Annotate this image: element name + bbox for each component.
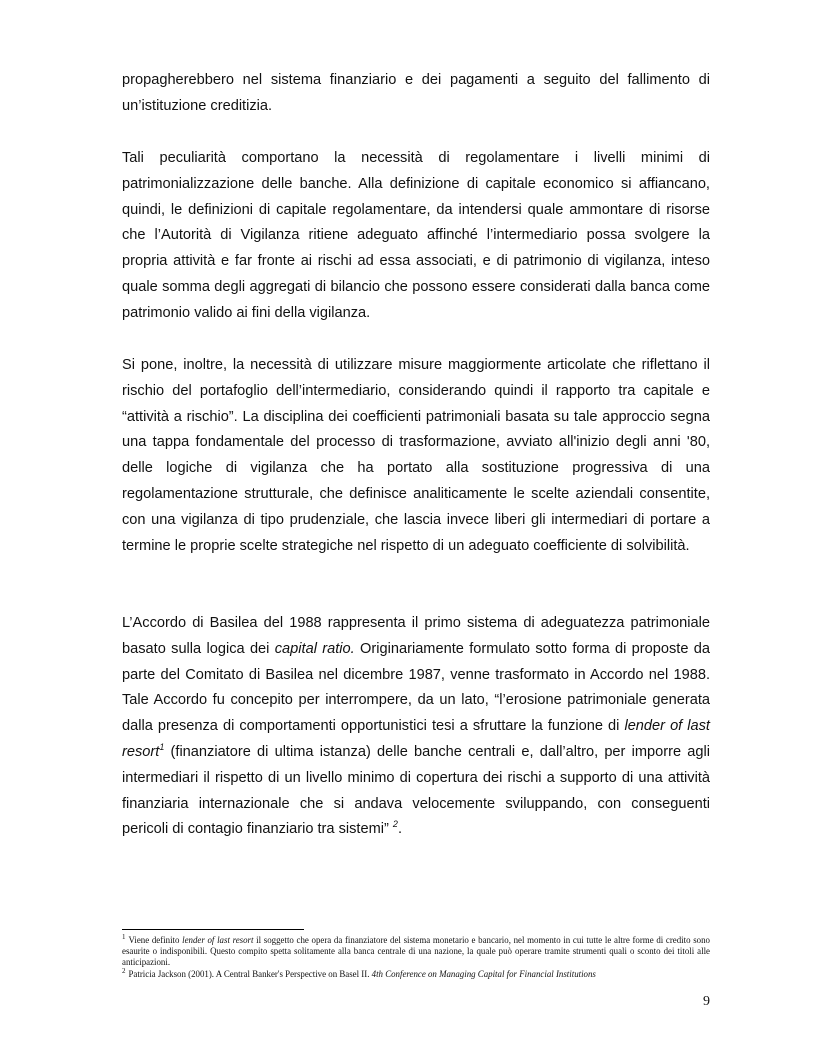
paragraph-4-text-a: L’Accordo di Basilea del 1988 rappresenta il primo sistema di adeguatezza patrimoniale basato sulla logica dei <box>122 615 710 657</box>
paragraph-4-text-c: (finanziatore di ultima istanza) delle banche centrali e, dall’altro, per imporre agli intermediari il rispetto di un livello minimo di copertura dei rischi a supporto di una attività finanziaria internazionale che si andava velocemente sviluppando, con conseguenti pericoli di contagio finanziario tra sistemi” <box>122 743 710 838</box>
lender-of-last-resort-term: lender of last resort <box>122 718 710 760</box>
footnote-2 <box>122 969 710 980</box>
footnotes <box>122 935 710 981</box>
footnote-2-text-a: Patricia Jackson (2001). A Central Banker's Perspective on Basel II. <box>128 969 372 979</box>
capital-ratio-term: capital ratio. <box>274 640 355 657</box>
paragraph-3: Si pone, inoltre, la necessità di utilizzare misure maggiormente articolate che riflettano il rischio del portafoglio dell’intermediario, considerando quindi il rapporto tra capitale e “attività a rischio”. La disciplina dei coefficienti patrimoniali basata su tale approccio segna una tappa fondamentale del processo di trasformazione, avviato all'inizio degli anni '80, delle logiche di vigilanza che ha portato alla sostituzione progressiva di una regolamentazione strutturale, che definisce analiticamente le scelte aziendali consentite, con una vigilanza di tipo prudenziale, che lascia invece liberi gli intermediari di portare a termine le proprie scelte strategiche nel rispetto di un adeguato coefficiente di solvibilità. <box>122 357 710 554</box>
footnote-1 <box>122 935 710 968</box>
footnote-2-conference: 4th Conference on Managing Capital for Financial Institutions <box>371 969 596 979</box>
footnote-ref-2[interactable]: 2 <box>392 819 398 830</box>
footnote-1-text-a: Viene definito <box>128 935 183 945</box>
footnote-1-term: lender of last resort <box>182 935 254 945</box>
footnote-ref-1[interactable]: 1 <box>159 742 165 753</box>
footnote-1-text-b: il soggetto che opera da finanziatore del sistema monetario e bancario, nel momento in cui tutte le altre forme di credito sono esaurite o indisponibili. Questo compito spetta solitamente alla banca centrale di una nazione, la quale può operare tramite strumenti quali o sconto dei titoli alle anticipazioni. <box>122 935 710 967</box>
paragraph-4-text-b: Originariamente formulato sotto forma di proposte da parte del Comitato di Basilea nel dicembre 1987, venne trasformato in Accordo nel 1988. Tale Accordo fu concepito per interrompere, da un lato, “l’erosione patrimoniale generata dalla presenza di comportamenti opportunistici tesi a sfruttare la funzione di <box>122 640 710 735</box>
paragraph-4 <box>122 611 710 843</box>
footnote-1-mark: 1 <box>122 933 126 942</box>
paragraph-2: Tali peculiarità comportano la necessità di regolamentare i livelli minimi di patrimonializzazione delle banche. Alla definizione di capitale economico si affiancano, quindi, le definizioni di capitale regolamentare, da intendersi quale ammontare di risorse che l’Autorità di Vigilanza ritiene adeguato affinché l’intermediario possa svolgere la propria attività e far fronte ai rischi ad essa associati, e di patrimonio di vigilanza, inteso quale somma degli aggregati di bilancio che possono essere considerati dalla banca come patrimonio valido ai fini della vigilanza. <box>122 150 710 321</box>
paragraph-4-text-d: . <box>397 821 402 838</box>
paragraph-1: propagherebbero nel sistema finanziario e dei pagamenti a seguito del fallimento di un’istituzione creditizia. <box>122 72 710 114</box>
page-number: 9 <box>703 994 710 1009</box>
footnote-separator <box>122 929 304 930</box>
footnote-2-mark: 2 <box>122 967 126 976</box>
